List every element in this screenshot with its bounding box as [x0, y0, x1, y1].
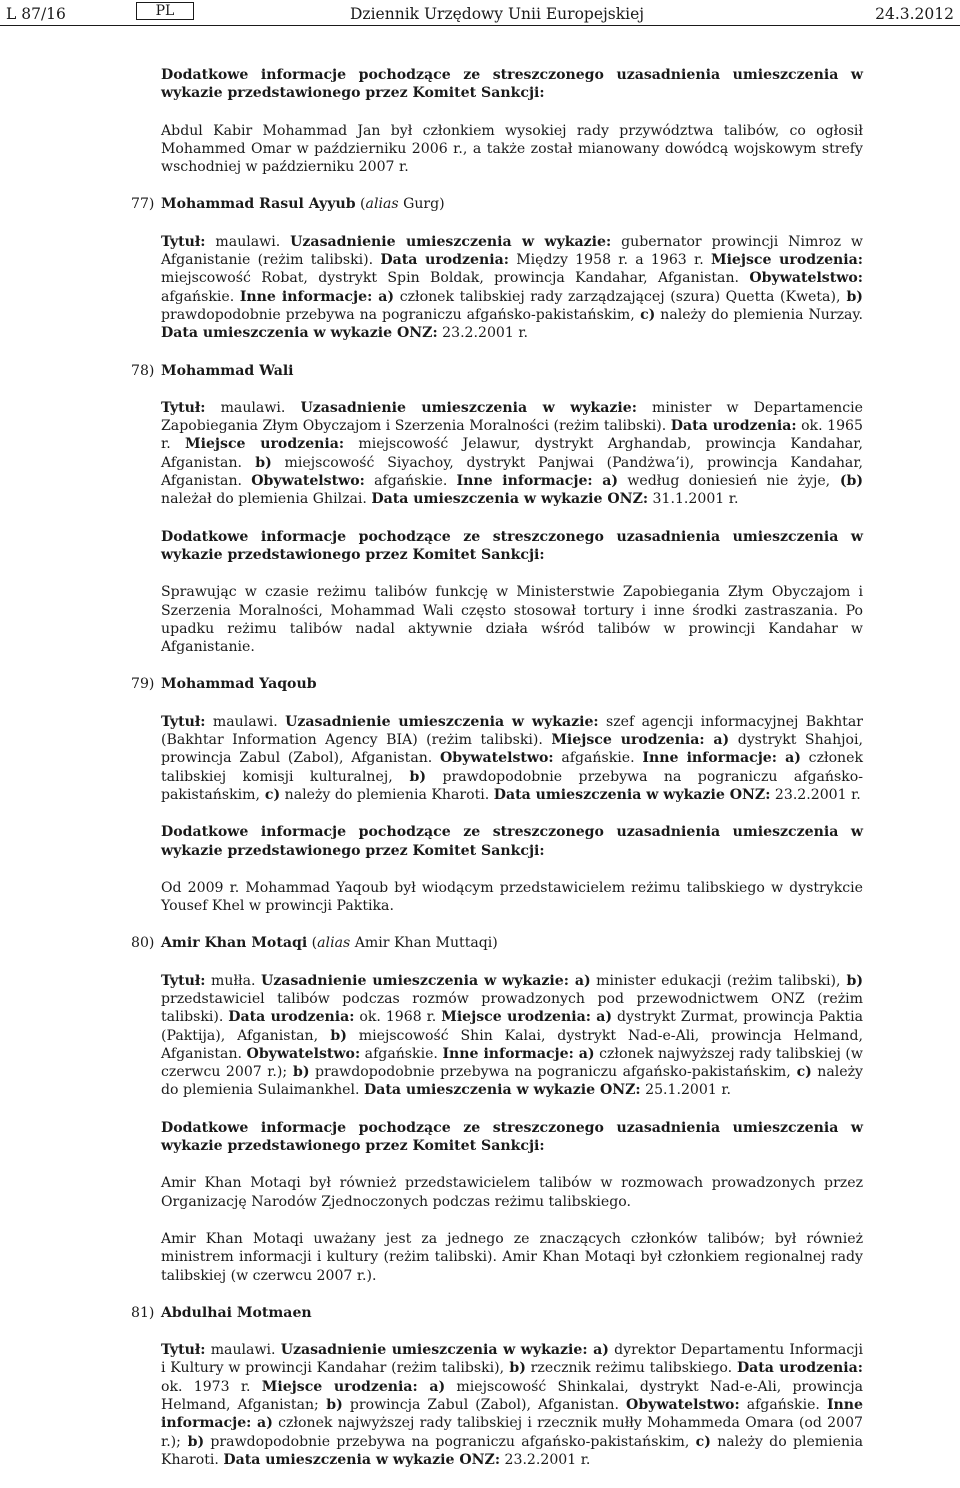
paragraph: Amir Khan Motaqi uważany jest za jednego ze znaczących członków talibów; był również ministrem informacji i kultury (reżim talibski). Amir Khan Motaqi był członkiem regionalnej rady talibskiej (w czerwcu 2007 r.).	[161, 1230, 863, 1284]
entry-details: Tytuł: maulawi. Uzasadnienie umieszczenia w wykazie: a) dyrektor Departamentu Informacji i Kultury w prowincji Kandahar (reżim talibski), b) rzecznik reżimu talibskiego. Data urodzenia: ok. 1973 r. Miejsce urodzenia: a) miejscowość Shinkalai, dystrykt Nad-e-Ali, prowincja Helmand, Afganistan; b) prowincja Zabul (Zabol), Afganistan. Obywatelstwo: afgańskie. Inne informacje: a) członek najwyższej rady talibskiej i rzecznik mułły Mohammeda Omara (od 2007 r.); b) prawdopodobnie przebywa na pograniczu afgańsko-pakistańskim, c) należy do plemienia Kharoti. Data umieszczenia w wykazie ONZ: 23.2.2001 r.	[161, 1342, 864, 1468]
entry-name: Abdulhai Motmaen	[161, 1304, 312, 1321]
publication-date: 24.3.2012	[875, 5, 954, 23]
entry-details: Tytuł: maulawi. Uzasadnienie umieszczenia w wykazie: gubernator prowincji Nimroz w Afganistanie (reżim talibski). Data urodzenia: Między 1958 r. a 1963 r. Miejsce urodzenia: miejscowość Robat, dystrykt Spin Boldak, prowincja Kandahar, Afganistan. Obywatelstwo: afgańskie. Inne informacje: a) członek talibskiej rady zarządzającej (szura) Quetta (Kweta), b) prawdopodobnie przebywa na pograniczu afgańsko-pakistańskim, c) należy do plemienia Nurzay. Data umieszczenia w wykazie ONZ: 23.2.2001 r.	[161, 233, 863, 342]
alias-label: alias	[365, 196, 399, 213]
alias-name: Amir Khan Muttaqi)	[350, 935, 498, 952]
paragraph: Abdul Kabir Mohammad Jan był członkiem wysokiej rady przywództwa talibów, co ogłosił Mohammed Omar w październiku 2006 r., a także został mianowany dowódcą wojskowym strefy wschodniej w październiku 2007 r.	[161, 122, 863, 176]
entry-79	[131, 675, 864, 915]
header-rule	[0, 25, 960, 26]
alias-name: Gurg)	[398, 196, 445, 213]
additional-info-heading: Dodatkowe informacje pochodzące ze streszczonego uzasadnienia umieszczenia w wykazie przedstawionego przez Komitet Sankcji:	[161, 528, 863, 563]
journal-title: Dziennik Urzędowy Unii Europejskiej	[350, 5, 645, 23]
additional-info-heading: Dodatkowe informacje pochodzące ze streszczonego uzasadnienia umieszczenia w wykazie przedstawionego przez Komitet Sankcji:	[161, 67, 863, 102]
entry-81	[131, 1304, 864, 1469]
paragraph: Od 2009 r. Mohammad Yaqoub był wiodącym przedstawicielem reżimu talibskiego w dystrykcie Yousef Khel w prowincji Paktika.	[161, 879, 863, 915]
entry-details: Tytuł: maulawi. Uzasadnienie umieszczenia w wykazie: minister w Departamencie Zapobiegania Złym Obyczajom i Szerzenia Moralności (reżim talibski). Data urodzenia: ok. 1965 r. Miejsce urodzenia: miejscowość Jelawur, dystrykt Arghandab, prowincja Kandahar, Afganistan. b) miejscowość Siyachoy, dystrykt Panjwai (Pandżwa’i), prowincja Kandahar, Afganistan. Obywatelstwo: afgańskie. Inne informacje: a) według doniesień nie żyje, (b) należał do plemienia Ghilzai. Data umieszczenia w wykazie ONZ: 31.1.2001 r.	[161, 399, 864, 508]
entry-name: Mohammad Wali	[161, 362, 294, 379]
additional-info-heading: Dodatkowe informacje pochodzące ze streszczonego uzasadnienia umieszczenia w wykazie przedstawionego przez Komitet Sankcji:	[161, 824, 863, 859]
document-body	[131, 66, 864, 1488]
alias-label: alias	[317, 935, 351, 952]
paragraph: Sprawując w czasie reżimu talibów funkcję w Ministerstwie Zapobiegania Złym Obyczajom i Szerzenia Moralności, Mohammad Wali często stosował tortury i inne środki zastraszania. Po upadku reżimu talibów nadal aktywnie działa wśród talibów w prowincji Kandahar w Afganistanie.	[161, 584, 863, 656]
additional-info-heading: Dodatkowe informacje pochodzące ze streszczonego uzasadnienia umieszczenia w wykazie przedstawionego przez Komitet Sankcji:	[161, 1119, 863, 1155]
page-header	[0, 0, 960, 26]
entry-name: Mohammad Yaqoub	[161, 676, 317, 693]
language-badge: PL	[136, 2, 194, 20]
entry-details: Tytuł: maulawi. Uzasadnienie umieszczenia w wykazie: szef agencji informacyjnej Bakhtar (Bakhtar Information Agency BIA) (reżim talibski). Miejsce urodzenia: a) dystrykt Shahjoi, prowincja Zabul (Zabol), Afganistan. Obywatelstwo: afgańskie. Inne informacje: a) członek talibskiej komisji kulturalnej, b) prawdopodobnie przebywa na pograniczu afgańsko-pakistańskim, c) należy do plemienia Kharoti. Data umieszczenia w wykazie ONZ: 23.2.2001 r.	[161, 713, 864, 803]
page-number: L 87/16	[6, 5, 66, 23]
entry-name: Mohammad Rasul Ayyub	[161, 196, 356, 213]
entry-80	[131, 934, 863, 1284]
entry-77	[131, 195, 863, 342]
entry-name: Amir Khan Motaqi	[161, 935, 308, 952]
entry-number: 81)	[131, 1304, 155, 1321]
entry-number: 79)	[131, 676, 155, 693]
entry-number: 77)	[131, 196, 155, 213]
entry-number: 80)	[131, 935, 155, 952]
paragraph: Amir Khan Motaqi był również przedstawicielem talibów w rozmowach prowadzonych przez Organizację Narodów Zjednoczonych podczas reżimu talibskiego.	[161, 1175, 863, 1210]
alias-open: (	[307, 935, 318, 952]
entry-78	[131, 362, 864, 657]
entry-number: 78)	[131, 362, 155, 379]
entry-details: Tytuł: mułła. Uzasadnienie umieszczenia w wykazie: a) minister edukacji (reżim talibski), b) przedstawiciel talibów podczas rozmów prowadzonych pod przewodnictwem ONZ (reżim talibski). Data urodzenia: ok. 1968 r. Miejsce urodzenia: a) dystrykt Zurmat, prowincja Paktia (Paktija), Afganistan, b) miejscowość Shin Kalai, dystrykt Nad-e-Ali, prowincja Helmand, Afganistan. Obywatelstwo: afgańskie. Inne informacje: a) członek najwyższej rady talibskiej (w czerwcu 2007 r.); b) prawdopodobnie przebywa na pograniczu afgańsko-pakistańskim, c) należy do plemienia Sulaimankhel. Data umieszczenia w wykazie ONZ: 25.1.2001 r.	[161, 972, 863, 1099]
alias-open: (	[355, 196, 366, 213]
